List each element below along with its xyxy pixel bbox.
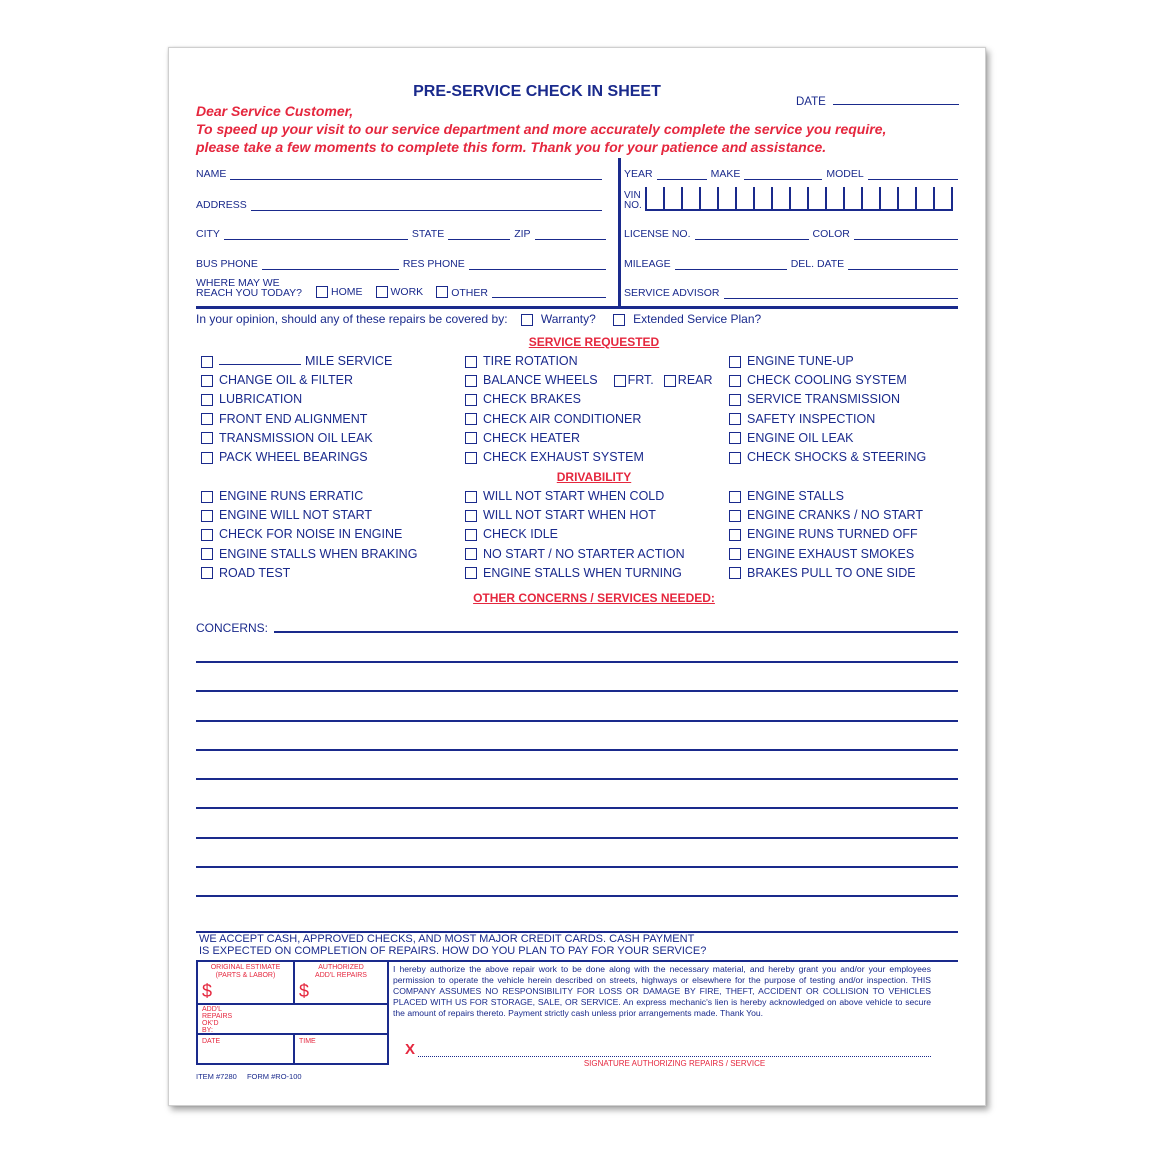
checkbox[interactable] [465,356,477,368]
item-label: TRANSMISSION OIL LEAK [219,430,373,445]
advisor-field[interactable] [624,287,958,299]
vin-cell[interactable] [827,187,845,209]
drivability-item[interactable] [465,545,725,564]
time-cell[interactable] [295,1035,387,1063]
payment-line-1: WE ACCEPT CASH, APPROVED CHECKS, AND MOST MAJOR CREDIT CARDS. CASH PAYMENT [199,933,695,945]
checkbox[interactable] [729,548,741,560]
payment-notice [199,933,706,957]
checkbox[interactable] [729,510,741,522]
drivability-col-2 [465,487,725,583]
service-item-mile-service[interactable] [201,352,451,371]
service-col-3 [729,352,969,467]
payment-bottom-rule [389,960,958,962]
checkbox[interactable] [201,413,213,425]
color-input-line[interactable] [854,230,958,240]
city-label: CITY [196,228,220,240]
del-date-input-line[interactable] [848,260,958,270]
date-cell-label: DATE [202,1038,221,1045]
model-label: MODEL [826,168,864,180]
drivability-col-3 [729,487,969,583]
coverage-question: In your opinion, should any of these repairs be covered by: [196,312,508,326]
item-label: ROAD TEST [219,565,291,580]
item-label: PACK WHEEL BEARINGS [219,449,368,464]
item-label: FRONT END ALIGNMENT [219,411,368,426]
item-label: WILL NOT START WHEN HOT [483,508,656,523]
estimate-box [196,960,389,1065]
service-item[interactable] [465,429,725,448]
item-label: LUBRICATION [219,392,303,407]
item-label: ENGINE STALLS WHEN BRAKING [219,546,418,561]
license-label: LICENSE NO. [624,228,691,240]
checkbox[interactable] [465,375,477,387]
name-label: NAME [196,168,227,180]
checkbox[interactable] [729,491,741,503]
item-label: TIRE ROTATION [483,354,578,368]
service-item[interactable] [465,448,725,467]
checkbox[interactable] [465,413,477,425]
make-label: MAKE [710,168,741,180]
checkbox[interactable] [201,452,213,464]
checkbox[interactable] [729,567,741,579]
vin-cell[interactable] [773,187,791,209]
address-label: ADDRESS [196,199,247,211]
drivability-heading: DRIVABILITY [556,470,632,484]
service-item[interactable] [729,352,969,371]
signature-caption: SIGNATURE AUTHORIZING REPAIRS / SERVICE [583,1059,766,1068]
advisor-label: SERVICE ADVISOR [624,287,720,299]
item-label: NO START / NO STARTER ACTION [483,546,685,561]
vin-label-line-1: VIN [624,190,641,201]
item-label: ENGINE EXHAUST SMOKES [747,546,915,561]
item-label: ENGINE RUNS ERRATIC [219,489,364,503]
checkbox[interactable] [201,432,213,444]
drivability-item[interactable] [201,564,451,583]
item-label: ENGINE CRANKS / NO START [747,508,923,523]
res-phone-input-line[interactable] [469,260,606,270]
form-footer [196,1072,302,1081]
original-estimate-label: ORIGINAL ESTIMATE [210,964,281,971]
concerns-input-line[interactable] [274,631,958,633]
address-field[interactable] [196,199,606,211]
item-label: CHECK BRAKES [483,392,581,407]
checkbox[interactable] [465,567,477,579]
drivability-item[interactable] [465,506,725,525]
intro-line-2: please take a few moments to complete this form. Thank you for your patience and assistance. [196,139,827,155]
addl-repairs-okd-cell[interactable] [198,1005,387,1035]
time-cell-label: TIME [299,1038,316,1045]
payment-line-2: IS EXPECTED ON COMPLETION OF REPAIRS. HOW DO YOU PLAN TO PAY FOR YOUR SERVICE? [199,945,707,957]
advisor-input-line[interactable] [724,289,958,299]
license-input-line[interactable] [695,230,809,240]
original-estimate-sublabel: (PARTS & LABOR) [215,971,276,979]
addl-label-1: ADD'L [202,1006,223,1013]
warranty-option[interactable] [521,312,596,326]
vin-cell[interactable] [881,187,899,209]
service-item[interactable] [201,371,451,390]
service-item[interactable] [465,410,725,429]
warranty-label: Warranty? [540,312,596,326]
model-input-line[interactable] [868,170,958,180]
drivability-item[interactable] [465,564,725,583]
concerns-line[interactable] [196,807,958,809]
concerns-line[interactable] [196,720,958,722]
signature-line[interactable] [418,1056,931,1057]
concerns-line[interactable] [196,895,958,897]
checkbox[interactable] [201,529,213,541]
item-label: CHECK HEATER [483,430,581,445]
checkbox[interactable] [201,510,213,522]
concerns-line[interactable] [196,749,958,751]
drivability-item[interactable] [201,525,451,544]
reach-other-option[interactable] [436,286,606,298]
vin-field[interactable] [624,187,953,211]
state-input-line[interactable] [448,230,510,240]
authorized-repairs-cell[interactable] [295,962,387,1005]
checkbox[interactable] [465,432,477,444]
reach-row [196,279,606,298]
bus-phone-input-line[interactable] [262,260,399,270]
form-title: PRE-SERVICE CHECK IN SHEET [413,83,661,100]
addl-repairs-label [198,1006,387,1034]
work-label: WORK [390,285,424,298]
drivability-item[interactable] [729,545,969,564]
vin-cell[interactable] [809,187,827,209]
vertical-divider [618,158,621,306]
mileage-input-line[interactable] [675,260,787,270]
other-label: OTHER [451,286,488,299]
vin-cell[interactable] [899,187,917,209]
reach-label-line-1: WHERE MAY WE [196,277,280,289]
service-col-1 [201,352,451,467]
drivability-item[interactable] [729,564,969,583]
vin-cell[interactable] [935,187,953,209]
checkbox[interactable] [729,356,741,368]
other-checkbox[interactable] [436,286,448,298]
warranty-checkbox[interactable] [521,314,533,326]
checkbox[interactable] [729,413,741,425]
service-item[interactable] [729,371,969,390]
vin-cell[interactable] [863,187,881,209]
concerns-line[interactable] [196,778,958,780]
checkbox[interactable] [201,356,213,368]
phone-row [196,258,606,270]
checkbox[interactable] [729,452,741,464]
item-label: SERVICE TRANSMISSION [747,392,901,407]
date-label: DATE [795,96,826,108]
item-label: ENGINE OIL LEAK [747,430,854,445]
home-checkbox[interactable] [316,286,328,298]
greeting-block [196,102,886,156]
form-number: FORM #RO-100 [246,1072,302,1081]
authorization-text: I hereby authorize the above repair work to be done along with the necessary material, and hereby grant you and/or your employees permission to operate the vehicle herein described on streets, highways or elsewhere for the purpose of testing and/or inspection. THIS COMPANY ASSUMES NO RESPONSIBILITY FOR LOSS OR DAMAGE BY FIRE, THEFT, ACCIDENT OR COLLISION TO VEHICLES PLACED WITH US FOR STORAGE, SALE, OR SERVICE. An express mechanic's lien is hereby acknowledged on above vehicle to secure the amount of repairs thereto. Payment strictly cash unless prior arrangements made. Thank You. [393,964,931,1019]
item-label: CHECK EXHAUST SYSTEM [483,449,644,464]
extended-plan-option[interactable] [613,312,761,326]
service-requested-heading: SERVICE REQUESTED [528,335,660,349]
reach-label-line-2: REACH YOU TODAY? [196,286,303,299]
dollar-sign: $ [299,981,310,1001]
service-item[interactable] [201,410,451,429]
checkbox[interactable] [201,394,213,406]
checkbox[interactable] [201,491,213,503]
year-make-model-row [624,168,958,180]
checkbox[interactable] [729,375,741,387]
vin-cell[interactable] [683,187,701,209]
reach-label [196,279,302,298]
item-label: CHECK SHOCKS & STEERING [747,449,927,464]
item-label: ENGINE STALLS [747,489,845,503]
reach-work-option[interactable] [376,286,424,298]
checkbox[interactable] [201,548,213,560]
item-label: CHECK IDLE [483,527,559,542]
vin-cell[interactable] [737,187,755,209]
item-label: ENGINE TUNE-UP [747,354,854,368]
drivability-item[interactable] [465,525,725,544]
concerns-line[interactable] [196,866,958,868]
checkbox[interactable] [465,529,477,541]
state-label: STATE [411,228,445,240]
make-input-line[interactable] [744,170,822,180]
res-phone-label: RES PHONE [402,258,465,270]
item-label: BALANCE WHEELS [483,373,598,388]
front-checkbox[interactable] [614,375,626,387]
drivability-col-1 [201,487,451,583]
vin-cell[interactable] [791,187,809,209]
item-label: ENGINE STALLS WHEN TURNING [483,565,682,580]
drivability-item[interactable] [201,545,451,564]
vin-cell[interactable] [755,187,773,209]
item-label: MILE SERVICE [305,354,393,368]
front-label: FRT. [627,373,654,388]
checkbox[interactable] [465,452,477,464]
signature-x-mark: X [405,1041,416,1058]
reach-home-option[interactable] [316,286,363,298]
service-item[interactable] [729,390,969,409]
service-item[interactable] [465,352,725,371]
checkbox[interactable] [201,375,213,387]
addl-label-2: REPAIRS [202,1013,233,1020]
front-option[interactable] [614,373,654,387]
drivability-item[interactable] [201,506,451,525]
item-label: WILL NOT START WHEN COLD [483,489,665,503]
vin-cell[interactable] [845,187,863,209]
addl-label-3: OK'D [202,1020,219,1027]
coverage-row [196,312,761,326]
mileage-deldate-row [624,258,958,270]
work-checkbox[interactable] [376,286,388,298]
vin-boxes[interactable] [645,187,953,211]
vin-cell[interactable] [917,187,935,209]
authorization-left-rule [387,962,389,1024]
year-label: YEAR [624,168,653,180]
service-col-2 [465,352,725,467]
item-label: SAFETY INSPECTION [747,411,876,426]
vin-label [624,191,642,211]
concerns-line[interactable] [196,837,958,839]
drivability-item[interactable] [729,506,969,525]
drivability-item[interactable] [729,487,969,506]
vin-cell[interactable] [647,187,665,209]
extended-plan-checkbox[interactable] [613,314,625,326]
item-label: CHECK COOLING SYSTEM [747,373,907,388]
bus-phone-label: BUS PHONE [196,258,258,270]
original-estimate-cell[interactable] [198,962,295,1005]
concerns-label: CONCERNS: [196,621,269,635]
drivability-item[interactable] [729,525,969,544]
item-label: CHECK FOR NOISE IN ENGINE [219,527,403,542]
city-state-zip-row [196,228,606,240]
rear-option[interactable] [664,373,713,387]
extended-plan-label: Extended Service Plan? [633,312,762,326]
mileage-label: MILEAGE [624,258,671,270]
vin-cell[interactable] [665,187,683,209]
checkbox[interactable] [201,567,213,579]
service-item[interactable] [201,429,451,448]
checkbox[interactable] [729,432,741,444]
vin-cell[interactable] [701,187,719,209]
item-label: BRAKES PULL TO ONE SIDE [747,565,916,580]
dollar-sign: $ [202,981,213,1001]
drivability-item[interactable] [465,487,725,506]
vin-label-line-2: NO. [624,200,642,211]
authorized-sublabel: ADD'L REPAIRS [315,971,367,979]
other-input-line[interactable] [492,288,606,298]
address-input-line[interactable] [251,201,602,211]
vin-cell[interactable] [719,187,737,209]
mile-input-line[interactable] [219,354,301,365]
service-item[interactable] [729,448,969,467]
license-color-row [624,228,958,240]
item-label: ENGINE WILL NOT START [219,508,373,523]
name-field[interactable] [196,168,606,180]
checkbox[interactable] [729,394,741,406]
concerns-line[interactable] [196,690,958,692]
item-number: ITEM #7280 [196,1072,237,1081]
service-item[interactable] [201,390,451,409]
item-label: CHANGE OIL & FILTER [219,373,354,388]
rear-label: REAR [677,373,713,388]
service-item-balance-wheels[interactable] [465,371,725,390]
home-label: HOME [331,285,363,298]
city-input-line[interactable] [224,230,408,240]
color-label: COLOR [812,228,850,240]
checkbox[interactable] [729,529,741,541]
rear-checkbox[interactable] [664,375,676,387]
name-input-line[interactable] [230,170,602,180]
year-input-line[interactable] [657,170,707,180]
checkbox[interactable] [465,510,477,522]
item-label: ENGINE RUNS TURNED OFF [747,527,918,542]
concerns-line[interactable] [196,661,958,663]
service-item[interactable] [201,448,451,467]
concerns-field[interactable] [196,621,958,635]
service-item[interactable] [729,429,969,448]
checkbox[interactable] [465,491,477,503]
intro-line-1: To speed up your visit to our service department and more accurately complete the service you require, [196,121,887,137]
drivability-item[interactable] [201,487,451,506]
addl-label-4: BY: [202,1027,213,1034]
form-page [168,47,986,1106]
service-item[interactable] [729,410,969,429]
zip-input-line[interactable] [535,230,606,240]
authorized-label: AUTHORIZED [318,964,364,971]
zip-label: ZIP [514,228,531,240]
service-item[interactable] [465,390,725,409]
horizontal-divider [196,306,958,309]
item-label: CHECK AIR CONDITIONER [483,411,642,426]
del-date-label: DEL. DATE [790,258,845,270]
other-concerns-heading: OTHER CONCERNS / SERVICES NEEDED: [473,591,715,605]
date-cell[interactable] [198,1035,295,1063]
checkbox[interactable] [465,394,477,406]
checkbox[interactable] [465,548,477,560]
greeting: Dear Service Customer, [196,103,354,119]
